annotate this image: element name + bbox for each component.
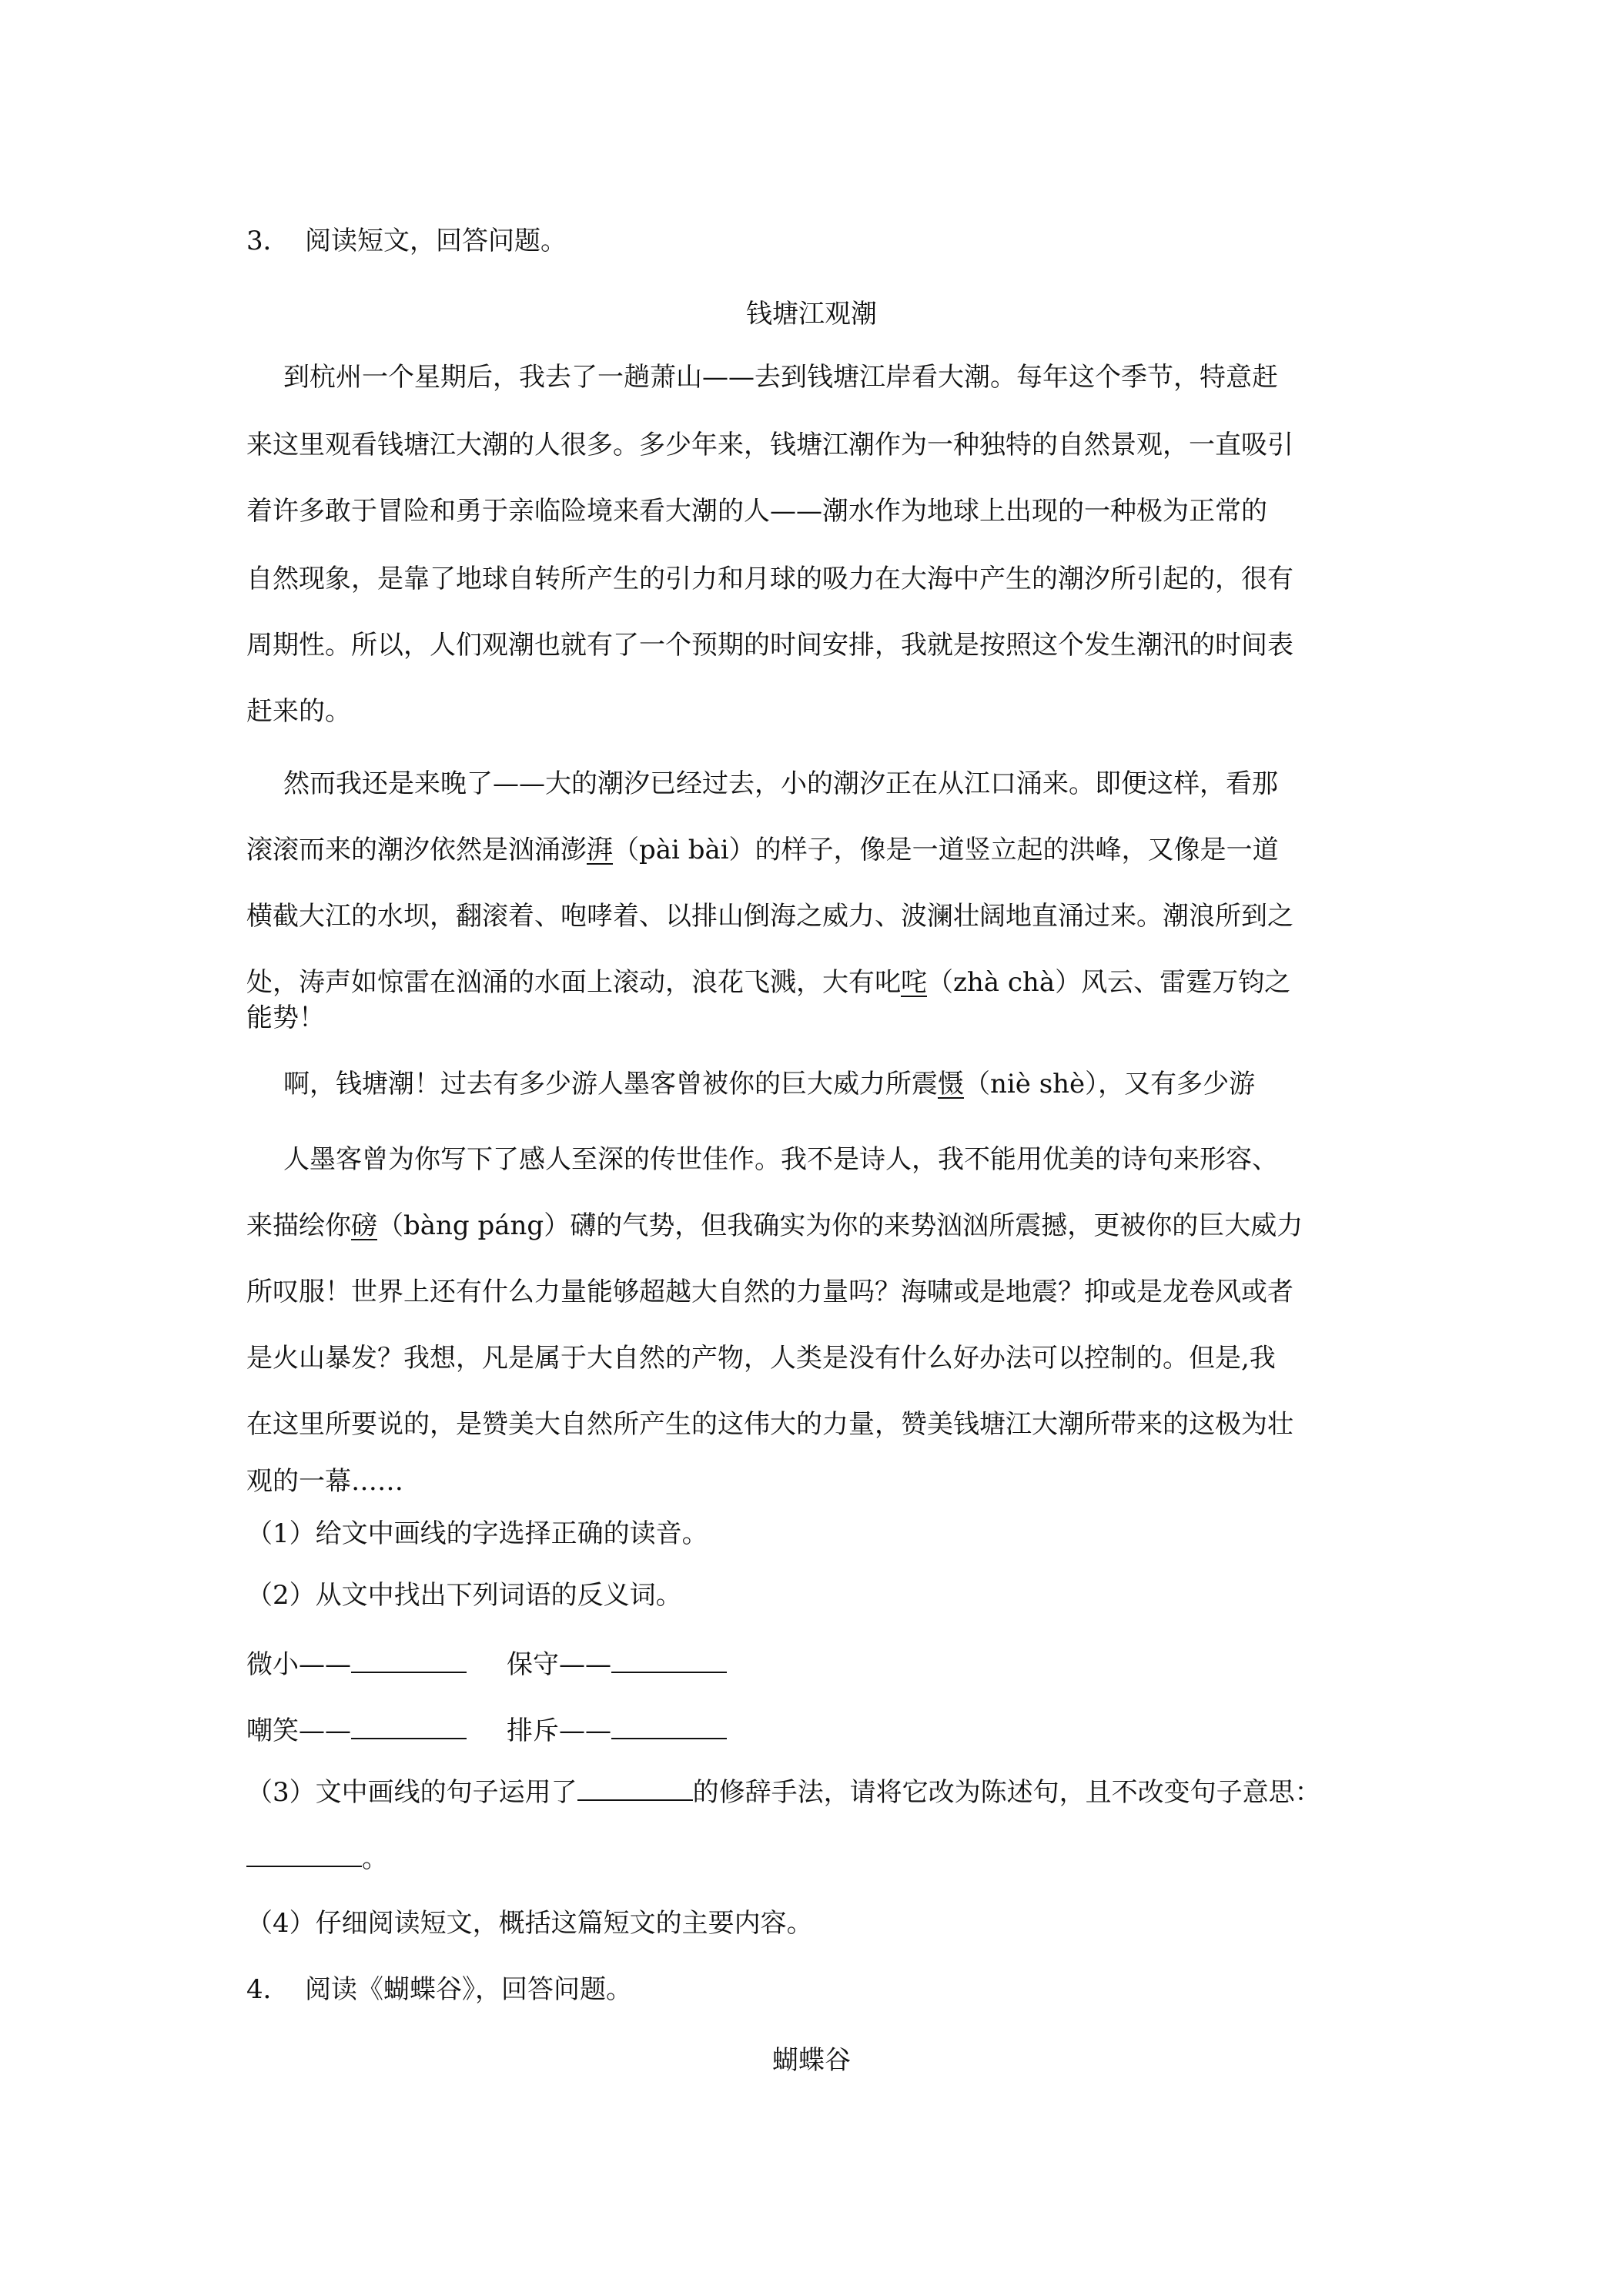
para3-line-text: 是火山暴发？我想，凡是属于大自然的产物，人类是没有什么好办法可以控制的。但是,我	[246, 1343, 1276, 1374]
para2-line-text: 处，涛声如惊雷在汹涌的水面上滚动，浪花飞溅，大有叱	[246, 967, 901, 998]
q3-passage-title: 钱塘江观潮	[746, 299, 877, 330]
sub-question-4	[246, 1902, 813, 1945]
para2-line-text: （pài bài）的样子，像是一道竖立起的洪峰，又像是一道	[613, 835, 1279, 865]
para3-line	[246, 1204, 1303, 1247]
sub-question-3-text: （3）文中画线的句子运用了	[246, 1777, 577, 1808]
answer-blank[interactable]	[611, 1712, 727, 1739]
answer-blank[interactable]	[577, 1773, 693, 1801]
para3-line	[246, 1337, 1276, 1380]
answer-blank[interactable]	[611, 1645, 727, 1673]
underlined-char: 磅	[351, 1210, 377, 1241]
para1-line	[246, 624, 1386, 667]
para3-line	[246, 1403, 1293, 1446]
q3-heading	[246, 219, 567, 263]
para2-line	[246, 996, 325, 1039]
sub-question-2	[246, 1574, 682, 1617]
para3-line	[246, 1460, 403, 1503]
para1-line-text: 自然现象，是靠了地球自转所产生的引力和月球的吸力在大海中产生的潮汐所引起的，很有	[246, 564, 1293, 594]
para2-line-text: 然而我还是来晚了——大的潮汐已经过去，小的潮汐正在从江口涌来。即便这样，看那	[283, 768, 1278, 799]
para2-line-text: 滚滚而来的潮汐依然是汹涌澎	[246, 835, 587, 865]
para3-line-text: 来描绘你	[246, 1210, 351, 1241]
para1-line	[283, 356, 1386, 399]
para3-line	[283, 1138, 1278, 1181]
para3-line	[283, 1063, 1255, 1106]
q3-number: 3．	[246, 226, 289, 256]
antonym-prompt: 保守——	[507, 1649, 611, 1680]
q4-passage-title: 蝴蝶谷	[772, 2045, 851, 2076]
para2-line	[283, 762, 1278, 805]
para2-line	[246, 895, 1293, 938]
para1-line	[246, 557, 1386, 601]
para2-line-text: （zhà chà）风云、雷霆万钧之	[927, 967, 1291, 998]
para3-line	[246, 1270, 1293, 1314]
q4-heading	[246, 1968, 632, 2011]
para3-line-text: 观的一幕……	[246, 1466, 403, 1497]
underlined-char: 湃	[587, 835, 613, 865]
para3-line-text: 所叹服！世界上还有什么力量能够超越大自然的力量吗？海啸或是地震？抑或是龙卷风或者	[246, 1277, 1293, 1307]
antonym-prompt: 嘲笑——	[246, 1715, 351, 1746]
para3-line-text: （niè shè），又有多少游	[964, 1069, 1256, 1099]
answer-blank[interactable]	[351, 1712, 467, 1739]
sub-question-3-answer	[246, 1837, 388, 1880]
para1-line-text: 赶来的。	[246, 696, 351, 727]
antonym-prompt: 微小——	[246, 1649, 351, 1680]
para2-line	[246, 961, 1290, 1004]
para1-line-text: 到杭州一个星期后，我去了一趟萧山——去到钱塘江岸看大潮。每年这个季节，特意赶	[283, 362, 1278, 393]
antonym-row-2	[246, 1709, 727, 1752]
sub-question-1	[246, 1512, 708, 1555]
underlined-char: 咤	[901, 967, 927, 998]
sub-question-1-text: （1）给文中画线的字选择正确的读音。	[246, 1518, 708, 1549]
sub-question-4-text: （4）仔细阅读短文，概括这篇短文的主要内容。	[246, 1908, 813, 1939]
para2-line-text: 能势！	[246, 1002, 325, 1033]
para3-line-text: 啊，钱塘潮！过去有多少游人墨客曾被你的巨大威力所震	[283, 1069, 938, 1099]
antonym-row-1	[246, 1643, 727, 1686]
answer-blank[interactable]	[246, 1839, 362, 1867]
para1-line	[246, 690, 351, 733]
sub-question-3-end: 。	[362, 1843, 388, 1874]
para2-line-text: 横截大江的水坝，翻滚着、咆哮着、以排山倒海之威力、波澜壮阔地直涌过来。潮浪所到之	[246, 901, 1293, 932]
para1-line-text: 着许多敢于冒险和勇于亲临险境来看大潮的人——潮水作为地球上出现的一种极为正常的	[246, 496, 1267, 527]
q4-number: 4．	[246, 1974, 289, 2005]
sub-question-3-text: 的修辞手法，请将它改为陈述句，且不改变句子意思：	[692, 1777, 1321, 1808]
para2-line	[246, 828, 1279, 872]
para3-line-text: 在这里所要说的，是赞美大自然所产生的这伟大的力量，赞美钱塘江大潮所带来的这极为壮	[246, 1409, 1293, 1440]
para3-line-text: 人墨客曾为你写下了感人至深的传世佳作。我不是诗人，我不能用优美的诗句来形容、	[283, 1144, 1278, 1175]
sub-question-2-text: （2）从文中找出下列词语的反义词。	[246, 1580, 682, 1611]
para1-line	[246, 423, 1386, 467]
q4-heading-text: 阅读《蝴蝶谷》，回答问题。	[305, 1974, 632, 2005]
para3-line-text: （bàng páng）礴的气势，但我确实为你的来势汹汹所震撼，更被你的巨大威力	[377, 1210, 1303, 1241]
antonym-prompt: 排斥——	[507, 1715, 611, 1746]
para1-line-text: 来这里观看钱塘江大潮的人很多。多少年来，钱塘江潮作为一种独特的自然景观，一直吸引	[246, 430, 1293, 460]
answer-blank[interactable]	[351, 1645, 467, 1673]
para1-line	[246, 490, 1386, 533]
q3-heading-text: 阅读短文，回答问题。	[305, 226, 567, 256]
para1-line-text: 周期性。所以，人们观潮也就有了一个预期的时间安排，我就是按照这个发生潮汛的时间表	[246, 630, 1293, 661]
sub-question-3	[246, 1771, 1321, 1814]
underlined-char: 慑	[938, 1069, 964, 1099]
